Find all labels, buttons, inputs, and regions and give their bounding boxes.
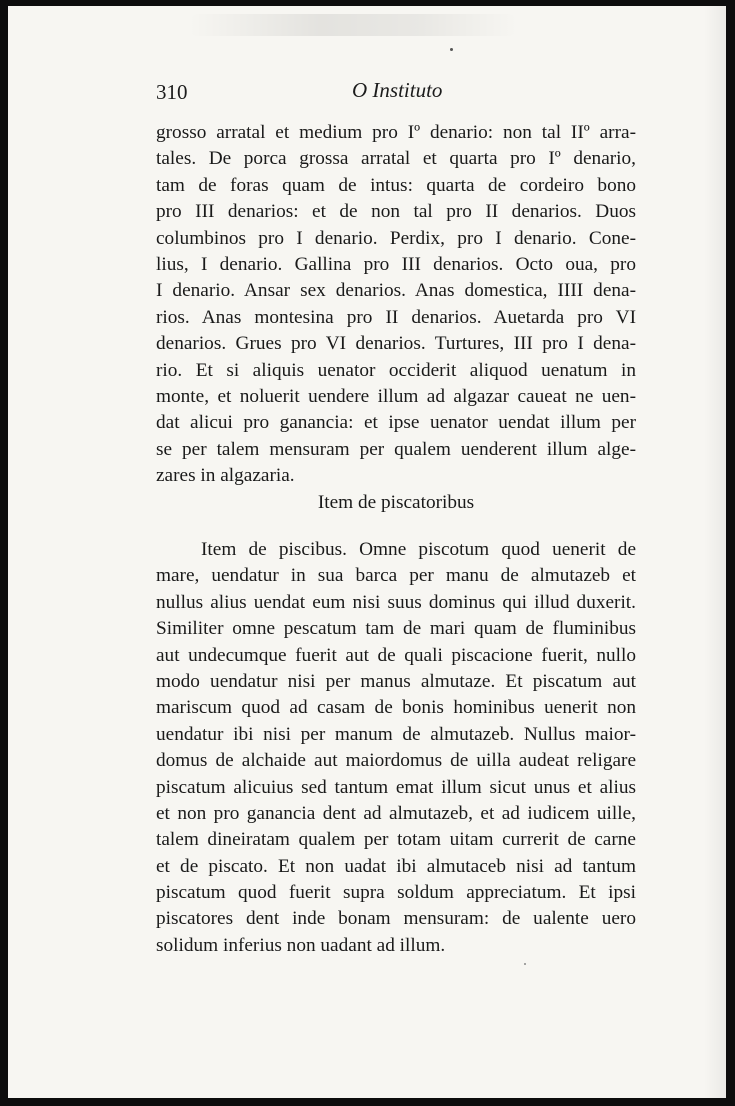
- text-line: monte, et noluerit uendere illum ad algazar caueat ne uen-: [156, 385, 636, 407]
- text-line: I denario. Ansar sex denarios. Anas domestica, IIII dena-: [156, 280, 636, 302]
- paragraph-prices: [156, 120, 636, 489]
- scan-smudge: [188, 14, 518, 36]
- text-line: mariscum quod ad casam de bonis hominibus uenerit non: [156, 697, 636, 719]
- ink-speck: [524, 963, 526, 965]
- text-line: dat alicui pro ganancia: et ipse uenator uendat illum per: [156, 412, 636, 434]
- text-line: talem dineiratam qualem per totam uitam currerit de carne: [156, 829, 636, 851]
- text-line: nullus alius uendat eum nisi suus dominus qui illud duxerit.: [156, 591, 636, 613]
- text-line: et de piscato. Et non uadat ibi almutaceb nisi ad tantum: [156, 855, 636, 877]
- text-line: tales. De porca grossa arratal et quarta pro Iº denario,: [156, 148, 636, 170]
- text-line: rio. Et si aliquis uenator occiderit aliquod uenatum in: [156, 359, 636, 381]
- text-line: piscatores dent inde bonam mensuram: de ualente uero: [156, 908, 636, 930]
- text-line: Similiter omne pescatum tam de mari quam de fluminibus: [156, 618, 636, 640]
- text-line: rios. Anas montesina pro II denarios. Auetarda pro VI: [156, 306, 636, 328]
- text-line: mare, uendatur in sua barca per manu de almutazeb et: [156, 565, 636, 587]
- text-line: modo uendatur nisi per manus almutaze. Et piscatum aut: [156, 670, 636, 692]
- text-line: tam de foras quam de intus: quarta de cordeiro bono: [156, 174, 636, 196]
- text-line: et non pro ganancia dent ad almutazeb, et ad iudicem uille,: [156, 802, 636, 824]
- page-number: 310: [156, 80, 188, 104]
- running-title: O Instituto: [352, 78, 443, 102]
- text-line: solidum inferius non uadant ad illum.: [156, 934, 446, 956]
- text-line: denarios. Grues pro VI denarios. Turtures, III pro I dena-: [156, 333, 636, 355]
- paragraph-fishermen: [156, 537, 636, 959]
- text-line: uendatur ibi nisi per manum de almutazeb. Nullus maior-: [156, 723, 636, 745]
- section-heading: Item de piscatoribus: [317, 492, 475, 513]
- ink-speck: [450, 48, 453, 51]
- text-line: lius, I denario. Gallina pro III denarios. Octo oua, pro: [156, 253, 636, 275]
- text-line: zares in algazaria.: [156, 465, 295, 487]
- text-line: pro III denarios: et de non tal pro II denarios. Duos: [156, 201, 636, 223]
- text-line: Item de piscibus. Omne piscotum quod uenerit de: [201, 539, 636, 560]
- text-line: aut undecumque fuerit aut de quali piscacione fuerit, nullo: [156, 644, 636, 666]
- text-line: piscatum quod fuerit supra soldum appreciatum. Et ipsi: [156, 882, 636, 904]
- text-line: domus de alchaide aut maiordomus de uilla audeat religare: [156, 750, 636, 772]
- text-line: grosso arratal et medium pro Iº denario: non tal IIº arra-: [156, 122, 636, 143]
- text-line: se per talem mensuram per qualem uenderent illum alge-: [156, 438, 636, 460]
- text-line: piscatum alicuius sed tantum emat illum sicut unus et alius: [156, 776, 636, 798]
- text-line: columbinos pro I denario. Perdix, pro I denario. Cone-: [156, 227, 636, 249]
- page-edge-shadow: [704, 6, 726, 1098]
